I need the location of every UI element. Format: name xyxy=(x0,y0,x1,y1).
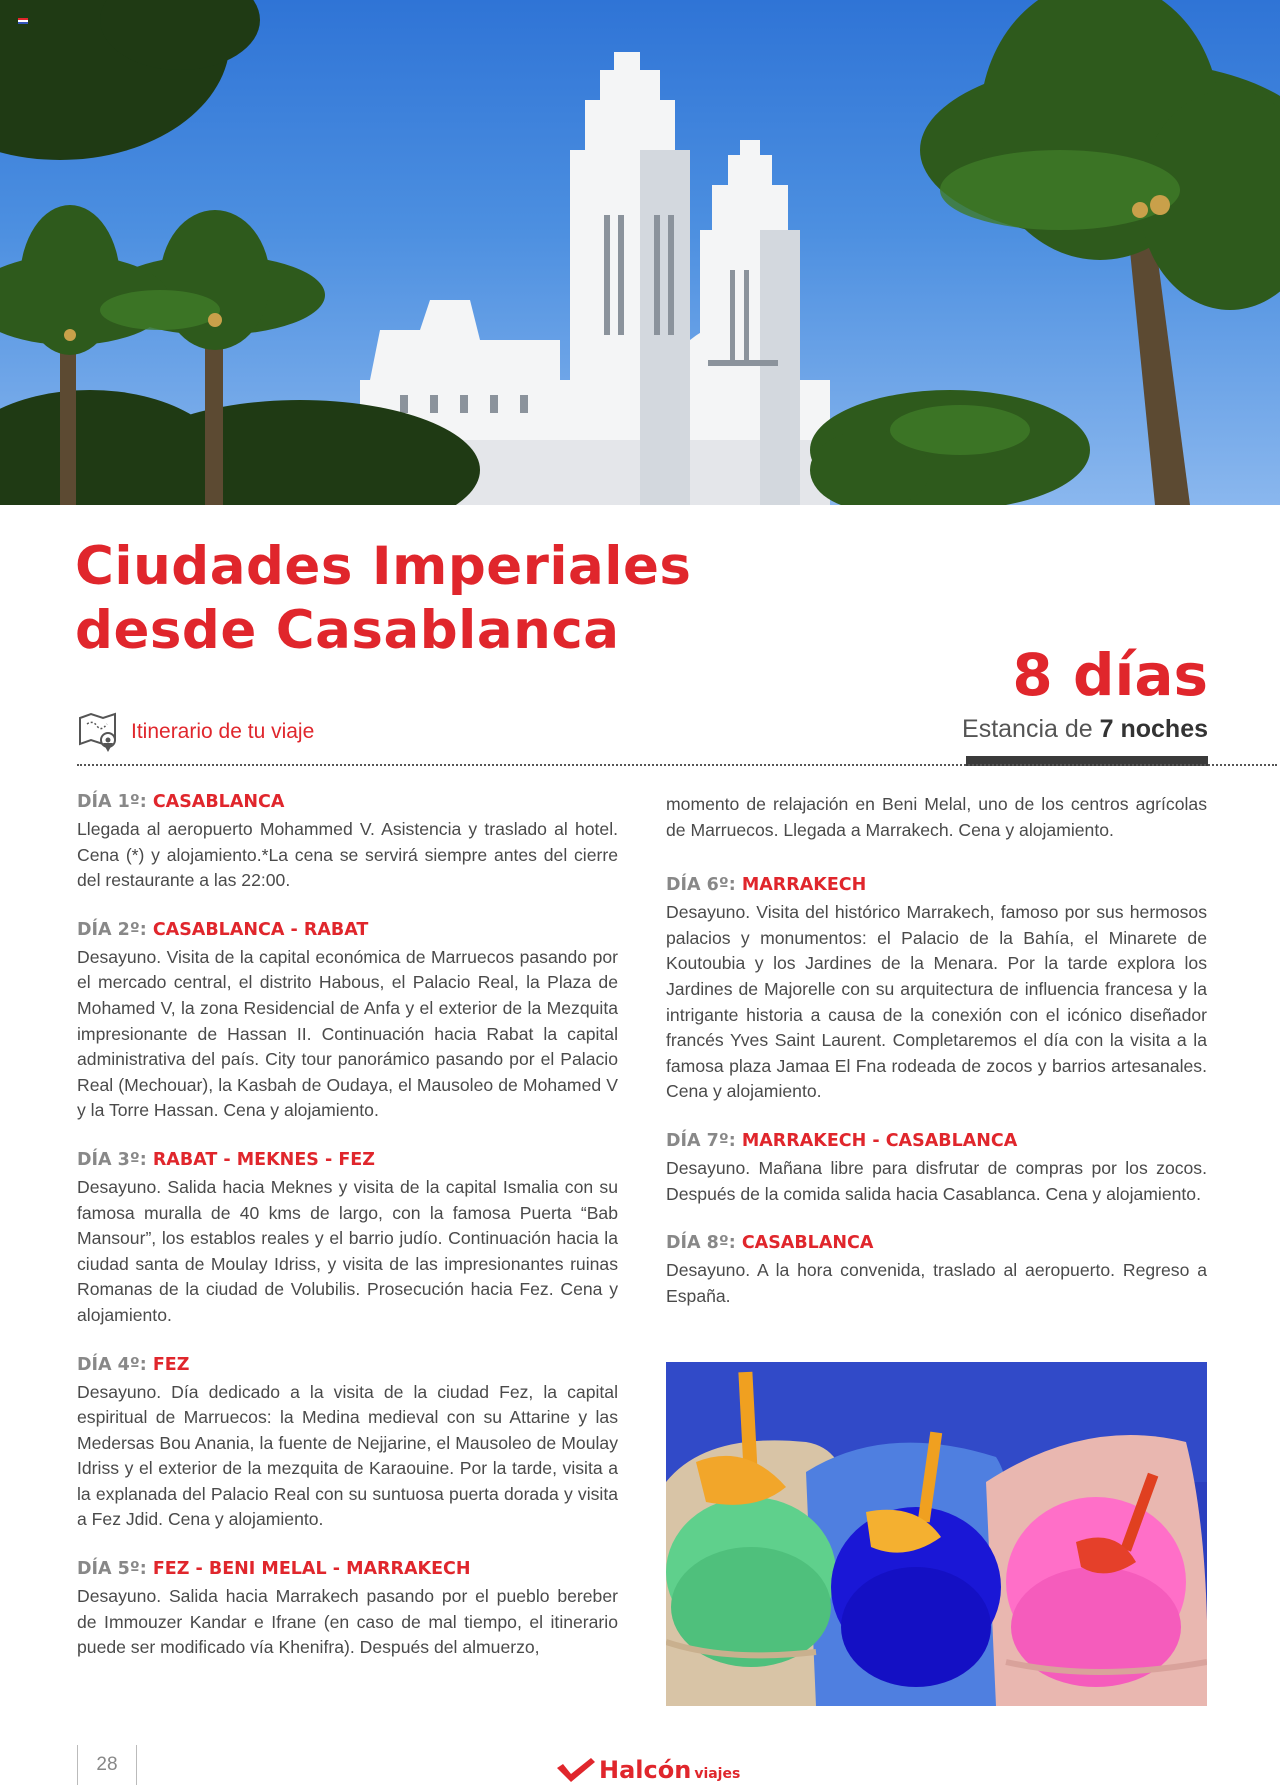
day-description: Desayuno. Salida hacia Marrakech pasando por el pueblo bereber de Immouzer Kandar e Ifrane (en caso de mal tiempo, el itinerario puede ser modificado vía Khenifra). Después del almuerzo, xyxy=(77,1586,618,1658)
day-city: MARRAKECH xyxy=(741,875,867,896)
day-label: DÍA 2º: xyxy=(77,919,153,940)
day-description: Desayuno. Salida hacia Meknes y visita de la capital Ismalia con su famosa muralla de 40 kms de largo, con la famosa Puerta “Bab Mansour”, los establos reales y el barrio judío. Continuación hacia la ciudad santa de Moulay Idriss, y visita de las impresionantes ruinas Romanas de la ciudad de Volubilis. Prosecución hacia Fez. Cena y alojamiento. xyxy=(77,1176,618,1325)
day-heading xyxy=(77,790,618,815)
day-entry xyxy=(666,1231,1207,1309)
day-entry xyxy=(77,1353,618,1534)
day-label: DÍA 3º: xyxy=(77,1149,153,1170)
day-entry xyxy=(77,790,618,894)
check-swoosh-icon xyxy=(555,1756,597,1784)
trip-duration: 8 días xyxy=(1012,641,1208,709)
section-divider xyxy=(77,764,1277,766)
map-pin-icon xyxy=(77,710,121,754)
day-heading xyxy=(77,1148,618,1173)
day-description-continued: momento de relajación en Beni Melal, uno de los centros agrícolas de Marruecos. Llegada a Marrakech. Cena y alojamiento. xyxy=(666,794,1207,840)
day-entry xyxy=(77,918,618,1124)
logo-brand: Halcón xyxy=(599,1756,692,1784)
itinerary-right-column xyxy=(666,792,1207,1333)
day-description: Desayuno. Mañana libre para disfrutar de compras por los zocos. Después de la comida salida hacia Casablanca. Cena y alojamiento. xyxy=(666,1157,1207,1204)
title-line-1: Ciudades Imperiales xyxy=(75,536,692,597)
day-heading xyxy=(77,1557,618,1582)
day-label: DÍA 4º: xyxy=(77,1354,153,1375)
day-label: DÍA 5º: xyxy=(77,1559,153,1580)
day-city: CASABLANCA - RABAT xyxy=(152,919,369,940)
stay-prefix: Estancia de xyxy=(962,715,1100,743)
day-city: FEZ xyxy=(152,1354,190,1375)
day-heading xyxy=(666,873,1207,898)
itinerary-label: Itinerario de tu viaje xyxy=(131,720,315,743)
day-heading xyxy=(666,1129,1207,1154)
stay-length xyxy=(962,715,1208,744)
logo-sub: viajes xyxy=(694,1766,741,1782)
day-heading xyxy=(77,918,618,943)
stay-nights: 7 noches xyxy=(1099,715,1208,743)
day-entry xyxy=(666,873,1207,1105)
day-city: CASABLANCA xyxy=(152,792,285,812)
day-entry xyxy=(666,1129,1207,1207)
day-entry xyxy=(77,1148,618,1329)
day-description: Desayuno. Visita de la capital económica de Marruecos pasando por el mercado central, el distrito Habous, el Palacio Real, la Plaza de Mohamed V, la zona Residencial de Anfa y el exterior de la Mezquita impresionante de Hassan II. Continuación hacia Rabat la capital administrativa del país. City tour panorámico pasando por el Palacio Real (Mechouar), la Kasbah de Oudaya, el Mausoleo de Mohamed V y la Torre Hassan. Cena y alojamiento. xyxy=(77,946,618,1121)
day-description: Desayuno. Día dedicado a la visita de la ciudad Fez, la capital espiritual de Marruecos: la Medina medieval con su Attarine y las Medersas Bou Anania, la fuente de Nejjarine, el Mausoleo de Moulay Idriss y el exterior de la mezquita de Karaouine. Por la tarde, visita a la explanada del Palacio Real con su suntuosa puerta dorada y visita a Fez Jdid. Cena y alojamiento. xyxy=(77,1381,618,1530)
itinerary-header xyxy=(77,710,314,754)
day-description: Desayuno. Visita del histórico Marrakech, famoso por sus hermosos palacios y monumentos: el Palacio de la Bahía, el Minarete de Koutoubia y los Jardines de la Menara. Por la tarde explora los Jardines de Majorelle con su arquitectura de influencia francesa y la intrigante historia a causa de la conexión con el icónico diseñador francés Yves Saint Laurent. Completaremos el día con la visita a la famosa plaza Jamaa El Fna rodeada de zocos y barrios artesanales. Cena y alojamiento. xyxy=(666,902,1207,1102)
day-description: Desayuno. A la hora convenida, traslado al aeropuerto. Regreso a España. xyxy=(666,1260,1207,1306)
day-label: DÍA 8º: xyxy=(666,1233,742,1254)
day-city: CASABLANCA xyxy=(741,1233,874,1254)
day-heading xyxy=(77,1353,618,1378)
page-title xyxy=(75,535,691,663)
day-label: DÍA 6º: xyxy=(666,875,742,896)
day-entry xyxy=(77,1557,618,1661)
itinerary-left-column xyxy=(77,790,618,1685)
title-line-2: desde Casablanca xyxy=(75,600,620,661)
page-number: 28 xyxy=(77,1745,137,1785)
day-city: MARRAKECH - CASABLANCA xyxy=(741,1130,1018,1151)
flag-icon xyxy=(18,18,28,24)
day-city: FEZ - BENI MELAL - MARRAKECH xyxy=(152,1559,471,1580)
day-city: RABAT - MEKNES - FEZ xyxy=(152,1149,375,1170)
day-label: DÍA 1º: xyxy=(77,792,153,812)
day-label: DÍA 7º: xyxy=(666,1130,742,1151)
day-description: Llegada al aeropuerto Mohammed V. Asistencia y traslado al hotel. Cena (*) y alojamiento.*La cena se servirá siempre antes del cierre del restaurante a las 22:00. xyxy=(77,819,618,891)
hero-image-casablanca-cathedral xyxy=(0,0,1280,505)
day-heading xyxy=(666,1231,1207,1256)
spices-photo xyxy=(666,1362,1207,1706)
halcon-viajes-logo[interactable] xyxy=(555,1752,740,1788)
